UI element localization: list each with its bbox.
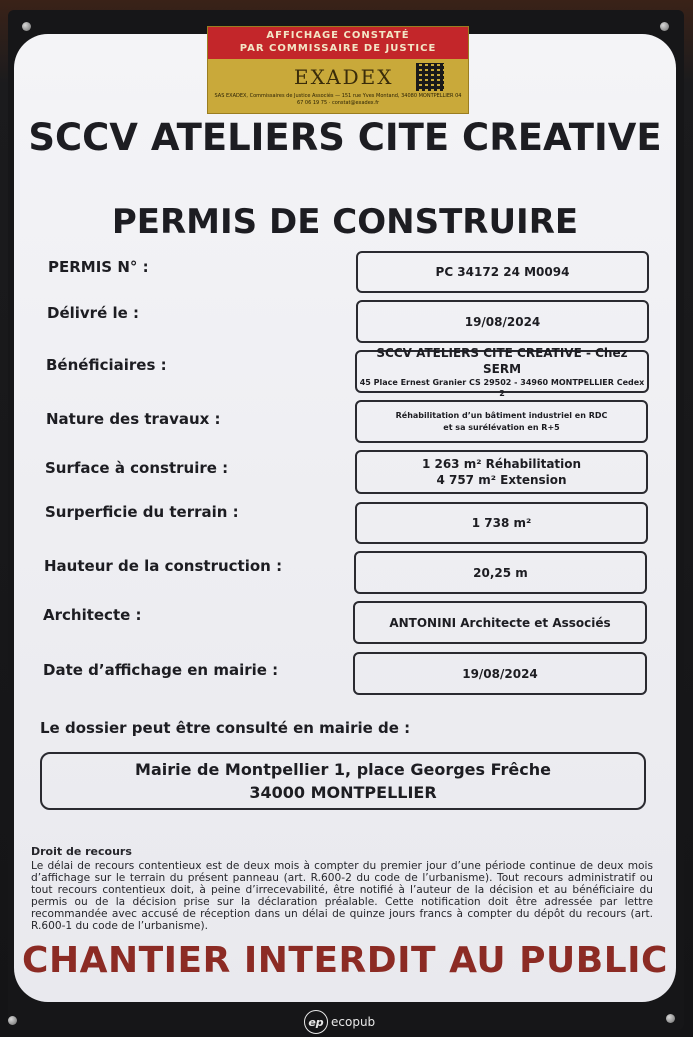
value-text: 19/08/2024	[462, 666, 538, 681]
consult-label: Le dossier peut être consulté en mairie de :	[40, 719, 411, 737]
value-text: PC 34172 24 M0094	[435, 265, 570, 279]
maker-name: ecopub	[331, 1015, 376, 1029]
value-subtext: 4 757 m² Extension	[436, 473, 567, 487]
value-text: 20,25 m	[473, 565, 528, 580]
recours-title: Droit de recours	[31, 845, 132, 858]
screw-icon	[660, 22, 669, 31]
screw-icon	[22, 22, 31, 31]
warning-banner: CHANTIER INTERDIT AU PUBLIC	[22, 940, 668, 981]
sticker-line-1: AFFICHAGE CONSTATÉ	[266, 30, 410, 41]
value-text: ANTONINI Architecte et Associés	[389, 615, 611, 630]
field-value-delivre	[356, 300, 649, 343]
field-label-architecte: Architecte :	[43, 606, 142, 624]
field-value-architecte	[353, 601, 647, 644]
mairie-address: Mairie de Montpellier 1, place Georges Frêche	[135, 760, 551, 779]
field-label-superficie: Surperficie du terrain :	[45, 503, 239, 521]
field-label-hauteur: Hauteur de la construction :	[44, 557, 283, 575]
value-text: Réhabilitation d’un bâtiment industriel en RDC	[395, 410, 608, 420]
sign-subtitle: PERMIS DE CONSTRUIRE	[111, 202, 579, 242]
field-label-permis: PERMIS N° :	[48, 258, 149, 276]
field-value-superficie	[355, 502, 648, 544]
value-subtext: et sa surélévation en R+5	[443, 422, 560, 432]
ep-logo-icon: ep	[304, 1010, 328, 1034]
field-value-permis	[356, 251, 649, 293]
sticker-header	[208, 27, 468, 59]
field-label-surface: Surface à construire :	[45, 459, 229, 477]
mairie-city: 34000 MONTPELLIER	[249, 783, 437, 802]
sticker-footer: SAS EXADEX, Commissaires de Justice Associés — 151 rue Yves Montand, 34080 MONTPELLIER 04 67 06 19 75 · constat@exadex.fr	[214, 93, 462, 106]
field-value-beneficiaires	[355, 345, 649, 398]
value-text: 1 263 m² Réhabilitation	[421, 457, 582, 471]
screw-icon	[8, 1016, 17, 1025]
field-value-nature	[355, 400, 648, 443]
field-value-surface	[355, 450, 648, 494]
field-label-nature: Nature des travaux :	[46, 410, 221, 428]
field-label-affichage: Date d’affichage en mairie :	[43, 661, 279, 679]
field-value-hauteur	[354, 551, 647, 594]
qr-code-icon	[416, 63, 444, 91]
exadex-logo: EXADEX	[294, 65, 394, 89]
recours-text: Le délai de recours contentieux est de deux mois à compter du premier jour d’une période continue de deux mois d’affichage sur le terrain du présent panneau (art. R.600-2 du code de l’urbanisme). Tout recours administratif ou tout recours contentieux doit, à peine d’irrecevabilité, être notifié à l’auteur de la décision et au bénéficiaire du permis ou de la décision prise sur la déclaration préalable. Cette notification doit être adressée par lettre recommandée avec accusé de réception dans un délai de quinze jours francs à compter du dépôt du recours (art. R.600-1 du code de l’urbanisme).	[31, 860, 653, 932]
sticker-line-2: PAR COMMISSAIRE DE JUSTICE	[239, 43, 437, 54]
value-text: 19/08/2024	[464, 314, 541, 329]
value-subtext: 45 Place Ernest Granier CS 29502 - 34960 MONTPELLIER Cedex 2	[359, 377, 645, 398]
value-text: SCCV ATELIERS CITE CREATIVE - Chez SERM	[376, 345, 628, 376]
field-label-beneficiaires: Bénéficiaires :	[46, 356, 167, 374]
field-label-delivre: Délivré le :	[47, 304, 140, 322]
value-text: 1 738 m²	[471, 516, 532, 530]
mairie-box	[40, 752, 646, 810]
maker-logo	[304, 1010, 375, 1034]
screw-icon	[666, 1014, 675, 1023]
bailiff-sticker	[207, 26, 469, 114]
sign-title: SCCV ATELIERS CITE CREATIVE	[28, 116, 662, 159]
field-value-affichage	[353, 652, 647, 695]
